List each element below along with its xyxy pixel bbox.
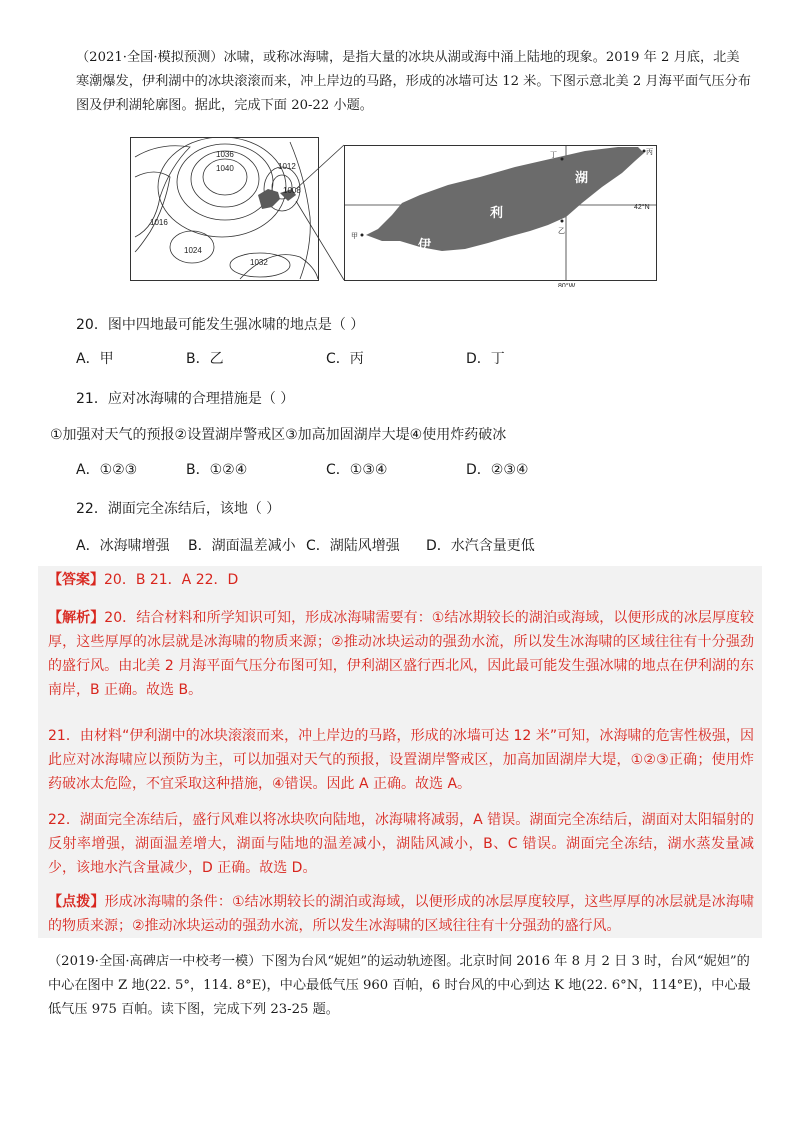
q20-option-a[interactable]: A．甲 [76, 351, 114, 367]
analysis-paragraph-1 [48, 606, 754, 702]
q20-option-b[interactable]: B．乙 [186, 351, 224, 367]
answer-text: 20．B 21．A 22．D [104, 572, 239, 588]
point-jia-marker [361, 234, 364, 237]
lake-char-hu: 湖 [575, 171, 589, 186]
point-ding-label: 丁 [550, 152, 557, 159]
latitude-label: 42°N [634, 204, 650, 211]
tip-text: 形成冰海啸的条件：①结冰期较长的湖泊或海域，以便形成的冰层厚度较厚，这些厚厚的冰层就是冰海啸的物质来源；②推动冰块运动的强劲水流，所以发生冰海啸的区域往往有十分强劲的盛行风。 [48, 894, 754, 934]
point-ding-marker [561, 158, 564, 161]
point-yi-label: 乙 [558, 228, 565, 235]
q22-option-c[interactable]: C．湖陆风增强 [306, 538, 400, 554]
analysis-text-1: 20．结合材料和所学知识可知，形成冰海啸需要有：①结冰期较长的湖泊或海域，以便形成的冰层厚度较厚，这些厚厚的冰层就是冰海啸的物质来源；②推动冰块运动的强劲水流，所以发生冰海啸的区域往往有十分强劲的盛行风。由北美 2 月海平面气压分布图可知，伊利湖区盛行西北风，因此最可能发生强冰啸的地点在伊利湖的东南岸，B 正确。故选 B。 [48, 610, 754, 698]
answer-line [48, 568, 754, 592]
question-21-items: ①加强对天气的预报②设置湖岸警戒区③加高加固湖岸大堤④使用炸药破冰 [50, 427, 507, 443]
isobar-label-1024: 1024 [184, 246, 202, 255]
q21-option-a[interactable]: A．①②③ [76, 462, 138, 478]
question-21-stem: 21．应对冰海啸的合理措施是（ ） [76, 391, 295, 407]
point-jia-label: 甲 [351, 233, 358, 240]
q21-option-d[interactable]: D．②③④ [466, 462, 529, 478]
isobar-label-1040: 1040 [216, 164, 234, 173]
next-intro-paragraph: （2019·全国·高碑店一中校考一模）下图为台风“妮妲”的运动轨迹图。北京时间 2016 年 8 月 2 日 3 时，台风“妮妲”的中心在图中 Z 地(22. 5°，114. 8°E)，中心最低气压 960 百帕，6 时台风的中心到达 K 地(22. 6°N，114°E)，中心最低气压 975 百帕。读下图，完成下列 23-25 题。 [48, 954, 751, 1017]
tip-tag: 【点拨】 [48, 894, 105, 910]
isobar-label-1008: 1008 [283, 186, 301, 195]
point-yi-marker [561, 220, 564, 223]
point-bing-label: 丙 [646, 149, 653, 156]
figure [130, 137, 660, 287]
pressure-and-lake-map [130, 137, 660, 287]
isobar-label-1036: 1036 [216, 150, 234, 159]
question-22-stem: 22．湖面完全冻结后，该地（ ） [76, 501, 281, 517]
q20-option-d[interactable]: D．丁 [466, 351, 505, 367]
tip-paragraph [48, 890, 754, 938]
lake-char-li: 利 [490, 206, 504, 221]
q22-option-b[interactable]: B．湖面温差减小 [188, 538, 296, 554]
longitude-label: 80°W [558, 283, 576, 287]
isobar-label-1032: 1032 [250, 258, 268, 267]
analysis-tag: 【解析】 [48, 610, 105, 626]
question-20-stem: 20．图中四地最可能发生强冰啸的地点是（ ） [76, 317, 365, 333]
analysis-paragraph-3: 22．湖面完全冻结后，盛行风难以将冰块吹向陆地，冰海啸将减弱，A 错误。湖面完全冻结后，湖面对太阳辐射的反射率增强，湖面温差增大，湖面与陆地的温差减小，湖陆风减小，B、C 错误。湖面完全冻结，湖水蒸发量减少，该地水汽含量减少，D 正确。故选 D。 [48, 812, 754, 876]
lake-char-yi: 伊 [418, 238, 432, 253]
answer-tag: 【答案】 [48, 572, 104, 588]
q21-option-b[interactable]: B．①②④ [186, 462, 248, 478]
q20-option-c[interactable]: C．丙 [326, 351, 364, 367]
analysis-paragraph-2: 21．由材料“伊利湖中的冰块滚滚而来，冲上岸边的马路，形成的冰墙可达 12 米”可知，冰海啸的危害性极强，因此应对冰海啸应以预防为主，可以加强对天气的预报，设置湖岸警戒区，加高加固湖岸大堤，①②③正确；使用炸药破冰太危险，不宜采取这种措施，④错误。因此 A 正确。故选 A。 [48, 728, 754, 792]
q22-option-a[interactable]: A．冰海啸增强 [76, 538, 170, 554]
q21-option-c[interactable]: C．①③④ [326, 462, 388, 478]
q22-option-d[interactable]: D．水汽含量更低 [426, 538, 535, 554]
isobar-label-1016: 1016 [150, 218, 168, 227]
intro-paragraph: （2021·全国·模拟预测）冰啸，或称冰海啸，是指大量的冰块从湖或海中涌上陆地的现象。2019 年 2 月底，北美寒潮爆发，伊利湖中的冰块滚滚而来，冲上岸边的马路，形成的冰墙可达 12 米。下图示意北美 2 月海平面气压分布图及伊利湖轮廓图。据此，完成下面 20-22 小题。 [76, 50, 751, 113]
isobar-label-1012: 1012 [278, 162, 296, 171]
